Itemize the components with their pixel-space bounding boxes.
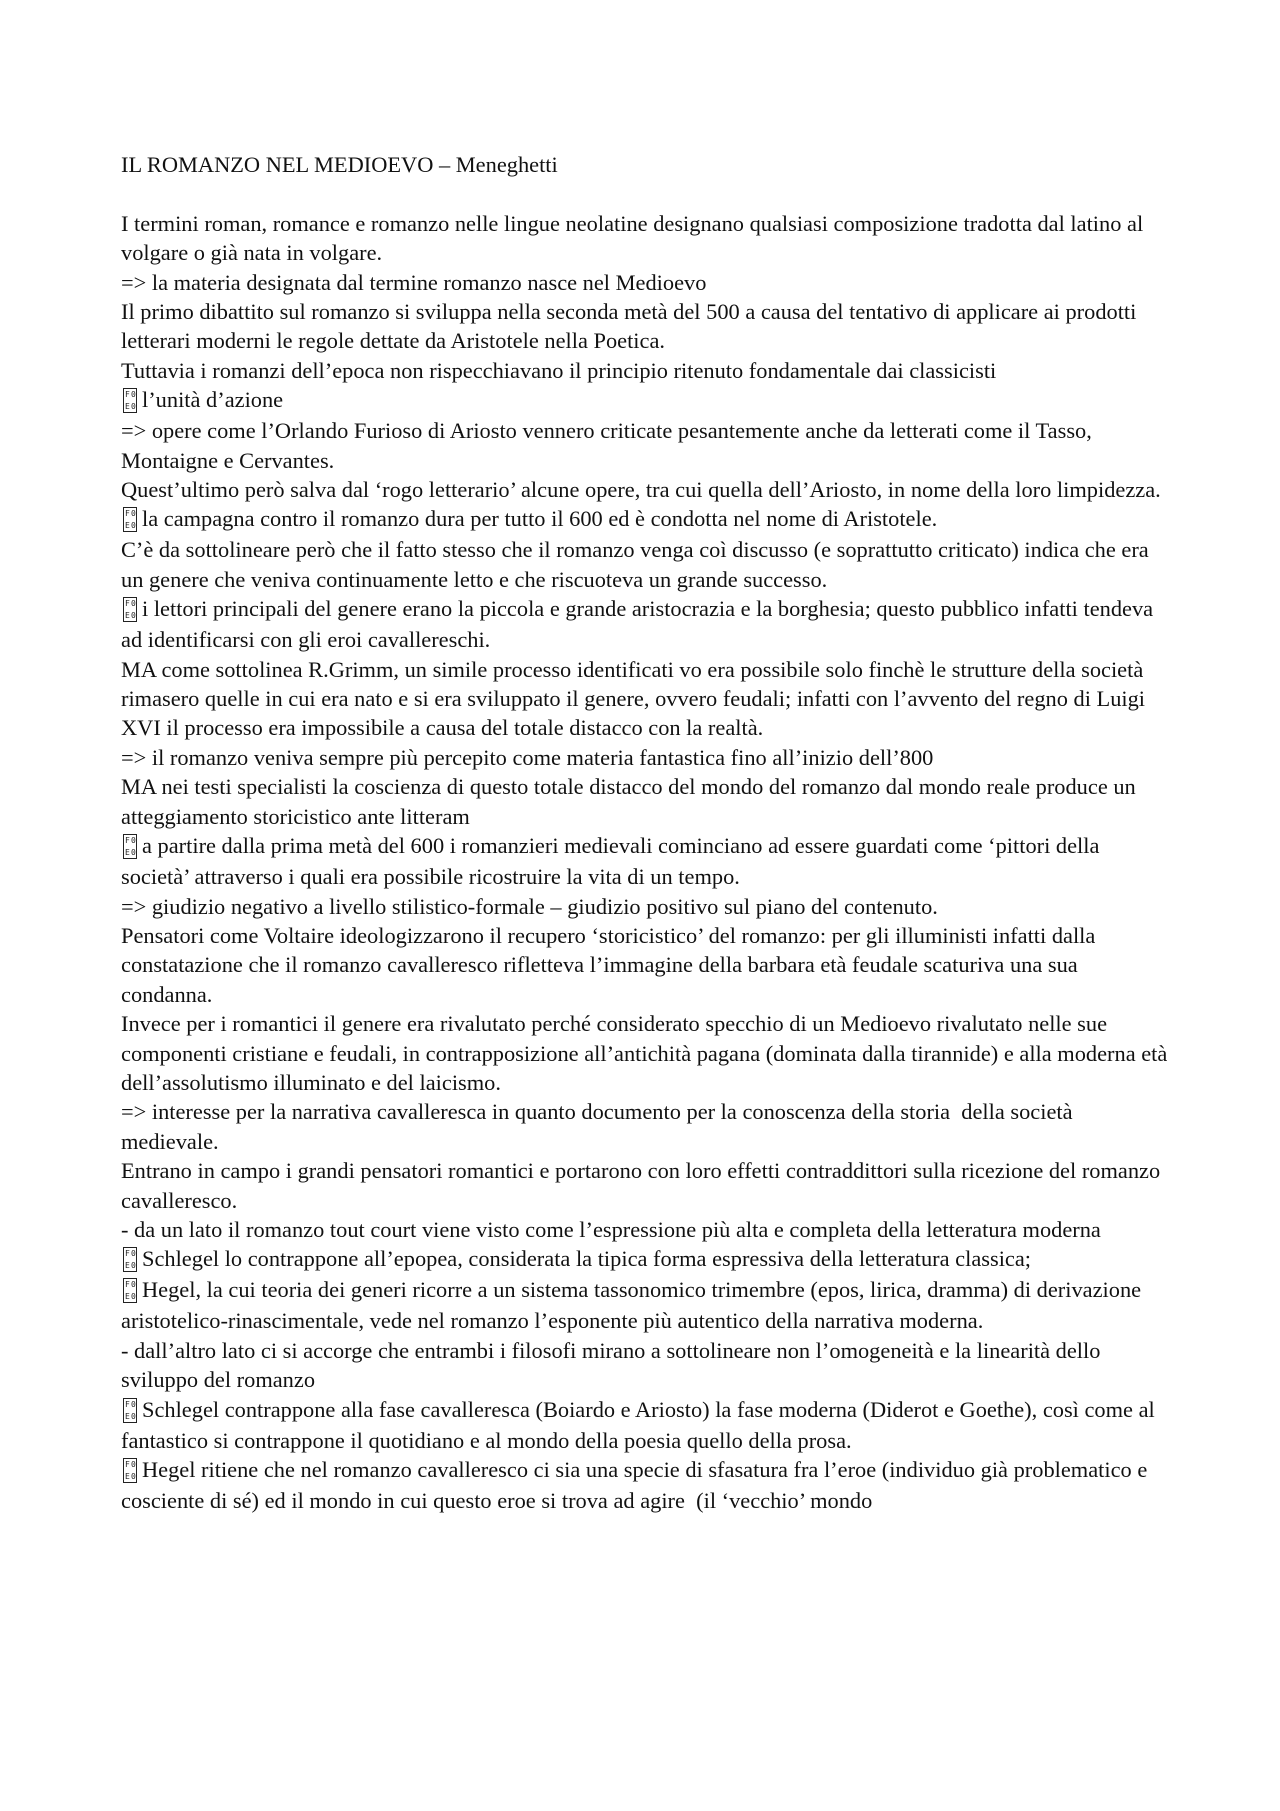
paragraph [121, 655, 1171, 743]
missing-glyph-icon: F 0 E 0 [125, 836, 136, 858]
paragraph [121, 1156, 1171, 1215]
paragraph-text: Hegel ritiene che nel romanzo cavalleresco ci sia una specie di sfasatura fra l’eroe (individuo già problematico e cosciente di sé) ed il mondo in cui questo eroe si trova ad agire (il ‘vecchio’ mondo [121, 1457, 1153, 1514]
paragraph-text: Schlegel lo contrappone all’epopea, considerata la tipica forma espressiva della letteratura classica; [142, 1246, 1032, 1272]
paragraph-text: - da un lato il romanzo tout court viene visto come l’espressione più alta e completa della letteratura moderna [121, 1216, 1101, 1242]
paragraph [121, 772, 1171, 831]
paragraph [121, 535, 1171, 594]
missing-glyph-icon: F 0 E 0 [125, 1280, 136, 1302]
paragraph-text: => la materia designata dal termine romanzo nasce nel Medioevo [121, 269, 707, 295]
paragraph-text: Quest’ultimo però salva dal ‘rogo letterario’ alcune opere, tra cui quella dell’Ariosto, in nome della loro limpidezza. [121, 477, 1161, 503]
paragraph [121, 385, 1171, 416]
missing-glyph-icon: F 0 E 0 [125, 599, 136, 621]
missing-glyph-icon: F 0 E 0 [125, 1460, 136, 1482]
paragraph-text: l’unità d’azione [142, 387, 284, 413]
missing-glyph-icon: F 0 E 0 [125, 1249, 136, 1271]
paragraph [121, 921, 1171, 1009]
missing-glyph-icon: F 0 E 0 [125, 509, 136, 531]
paragraph [121, 1097, 1171, 1156]
paragraph-text: - dall’altro lato ci si accorge che entrambi i filosofi mirano a sottolineare non l’omogeneità e la linearità dello sviluppo del romanzo [121, 1337, 1107, 1393]
paragraph-text: I termini roman, romance e romanzo nelle lingue neolatine designano qualsiasi composizione tradotta dal latino al volgare o già nata in volgare. [121, 210, 1149, 266]
paragraph [121, 1336, 1171, 1395]
paragraph-text: Hegel, la cui teoria dei generi ricorre a un sistema tassonomico trimembre (epos, lirica, dramma) di derivazione aristotelico-rinascimentale, vede nel romanzo l’esponente più autentico della narrativa moderna. [121, 1277, 1147, 1334]
paragraph-text: Pensatori come Voltaire ideologizzarono il recupero ‘storicistico’ del romanzo: per gli illuministi infatti dalla constatazione che il romanzo cavalleresco rifletteva l’immagine della barbara età feudale scaturiva una sua condanna. [121, 922, 1101, 1007]
paragraph-text: => il romanzo veniva sempre più percepito come materia fantastica fino all’inizio dell’800 [121, 744, 934, 770]
paragraph-text: Entrano in campo i grandi pensatori romantici e portarono con loro effetti contraddittori sulla ricezione del romanzo cavalleresco. [121, 1158, 1166, 1213]
paragraph-text: Il primo dibattito sul romanzo si sviluppa nella seconda metà del 500 a causa del tentativo di applicare ai prodotti letterari moderni le regole dettate da Aristotele nella Poetica. [121, 299, 1142, 354]
missing-glyph-icon: F 0 E 0 [125, 390, 136, 412]
paragraph [121, 743, 1171, 772]
paragraph-text: MA come sottolinea R.Grimm, un simile processo identificati vo era possibile solo finchè le strutture della società rimasero quelle in cui era nato e si era sviluppato il genere, ovvero feudali; infatti con l’avvento del regno di Luigi XVI il processo era impossibile a causa del totale distacco con la realtà. [121, 656, 1157, 741]
paragraph [121, 1455, 1171, 1515]
paragraph [121, 356, 1171, 385]
paragraph [121, 1244, 1171, 1275]
missing-glyph-icon: F 0 E 0 [125, 1399, 136, 1421]
paragraph [121, 594, 1171, 654]
paragraph-text: i lettori principali del genere erano la piccola e grande aristocrazia e la borghesia; questo pubblico infatti tendeva ad identificarsi con gli eroi cavallereschi. [121, 596, 1159, 653]
paragraph-text: a partire dalla prima metà del 600 i romanzieri medievali cominciano ad essere guardati come ‘pittori della società’ attraverso i quali era possibile ricostruire la vita di un tempo. [121, 833, 1106, 890]
paragraph [121, 475, 1171, 504]
paragraph [121, 1009, 1171, 1097]
paragraph-text: => interesse per la narrativa cavalleresca in quanto documento per la conoscenza della storia della società medievale. [121, 1099, 1079, 1154]
paragraph [121, 1275, 1171, 1335]
paragraph-text: => opere come l’Orlando Furioso di Ariosto vennero criticate pesantemente anche da letterati come il Tasso, Montaigne e Cervantes. [121, 418, 1098, 473]
paragraph [121, 1215, 1171, 1244]
paragraph [121, 209, 1171, 268]
paragraph [121, 504, 1171, 535]
blank-line [121, 179, 1171, 208]
paragraph-text: Tuttavia i romanzi dell’epoca non rispecchiavano il principio ritenuto fondamentale dai classicisti [121, 357, 997, 383]
document-title: IL ROMANZO NEL MEDIOEVO – Meneghetti [121, 152, 558, 177]
paragraph-text: MA nei testi specialisti la coscienza di questo totale distacco del mondo del romanzo dal mondo reale produce un atteggiamento storicistico ante litteram [121, 774, 1142, 829]
paragraph-text: C’è da sottolineare però che il fatto stesso che il romanzo venga coì discusso (e soprattutto criticato) indica che era un genere che veniva continuamente letto e che riscuoteva un grande successo. [121, 537, 1155, 592]
paragraph-text: Invece per i romantici il genere era rivalutato perché considerato specchio di un Medioevo rivalutato nelle sue componenti cristiane e feudali, in contrapposizione all’antichità pagana (dominata dalla tirannide) e alla moderna età dell’assolutismo illuminato e del laicismo. [121, 1011, 1173, 1095]
paragraph-text: la campagna contro il romanzo dura per tutto il 600 ed è condotta nel nome di Aristotele. [142, 506, 938, 532]
paragraph [121, 416, 1171, 475]
paragraph [121, 1395, 1171, 1455]
paragraph [121, 831, 1171, 891]
paragraph-text: => giudizio negativo a livello stilistico-formale – giudizio positivo sul piano del contenuto. [121, 893, 938, 919]
paragraph-text: Schlegel contrappone alla fase cavalleresca (Boiardo e Ariosto) la fase moderna (Diderot e Goethe), così come al fantastico si contrappone il quotidiano e al mondo della poesia quello della prosa. [121, 1396, 1161, 1453]
paragraph [121, 892, 1171, 921]
paragraph [121, 297, 1171, 356]
paragraph [121, 268, 1171, 297]
document-body [121, 150, 1171, 1515]
